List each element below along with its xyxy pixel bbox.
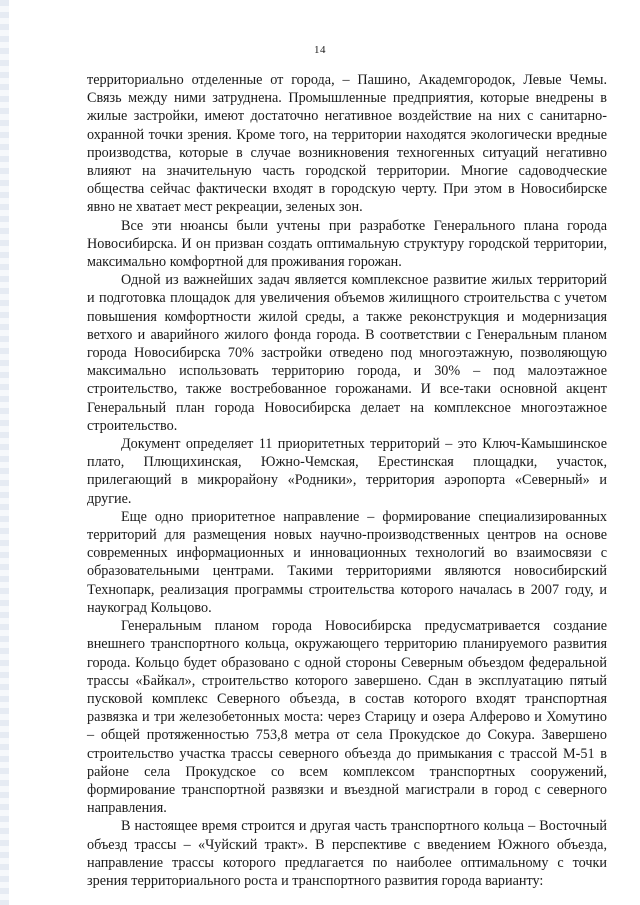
paragraph-5: Еще одно приоритетное направление – формирование специализированных территорий для размещения новых научно-производственных центров на основе современных информационных и инновационных технологий во взаимосвязи с образовательными центрами. Такими территориями являются новосибирский Технопарк, реализация программы строительства которого началась в 2007 году, и наукоград Кольцово.	[87, 508, 607, 616]
paragraph-1: территориально отделенные от города, – Пашино, Академгородок, Левые Чемы. Связь между ними затруднена. Промышленные предприятия, которые внедрены в жилые застройки, имеют достаточно негативное воздействие на них с санитарно-охранной точки зрения. Кроме того, на территории находятся экологически вредные производства, которые в случае возникновения техногенных ситуаций негативно влияют на значительную часть городской территории. Многие садоводческие общества сейчас фактически входят в городскую черту. При этом в Новосибирске явно не хватает мест рекреации, зеленых зон.	[87, 72, 607, 216]
paragraph-2: Все эти нюансы были учтены при разработке Генерального плана города Новосибирска. И он призван создать оптимальную структуру городской территории, максимально комфортной для проживания горожан.	[87, 217, 607, 271]
paragraph-3: Одной из важнейших задач является комплексное развитие жилых территорий и подготовка площадок для увеличения объемов жилищного строительства с учетом повышения комфортности жилой среды, а также реконструкция и модернизация ветхого и аварийного жилого фонда города. В соответствии с Генеральным планом города Новосибирска 70% застройки отведено под многоэтажную, позволяющую максимально использовать территорию города, и 30% – под малоэтажное строительство, также востребованное горожанами. И все-таки основной акцент Генеральный план города Новосибирска делает на комплексное многоэтажное строительство.	[87, 272, 607, 434]
scan-margin-strip	[0, 0, 9, 905]
document-body	[87, 71, 607, 890]
paragraph-7: В настоящее время строится и другая часть транспортного кольца – Восточный объезд трассы – «Чуйский тракт». В перспективе с введением Южного объезда, направление трассы которого предлагается по наиболее оптимальному с точки зрения территориального роста и транспортного развития города варианту:	[87, 818, 607, 889]
paragraph-4: Документ определяет 11 приоритетных территорий – это Ключ-Камышинское плато, Плющихинская, Южно-Чемская, Ерестинская площадки, участок, прилегающий в микрорайону «Родники», территория аэропорта «Северный» и другие.	[87, 436, 607, 507]
page-number: 14	[314, 44, 326, 56]
paragraph-6: Генеральным планом города Новосибирска предусматривается создание внешнего транспортного кольца, окружающего территорию планируемого развития города. Кольцо будет образовано с одной стороны Северным объездом федеральной трассы «Байкал», строительство которого завершено. Сдан в эксплуатацию пятый пусковой комплекс Северного объезда, в состав которого входят транспортная развязка и три железобетонных моста: через Старицу и озера Алферово и Хомутино – общей протяженностью 753,8 метра от села Прокудское до Сокура. Завершено строительство участка трассы северного объезда до примыкания с трассой М-51 в районе села Прокудское со всем комплексом транспортных сооружений, формирование транспортной развязки и въездной магистрали в город с северного направления.	[87, 618, 607, 817]
